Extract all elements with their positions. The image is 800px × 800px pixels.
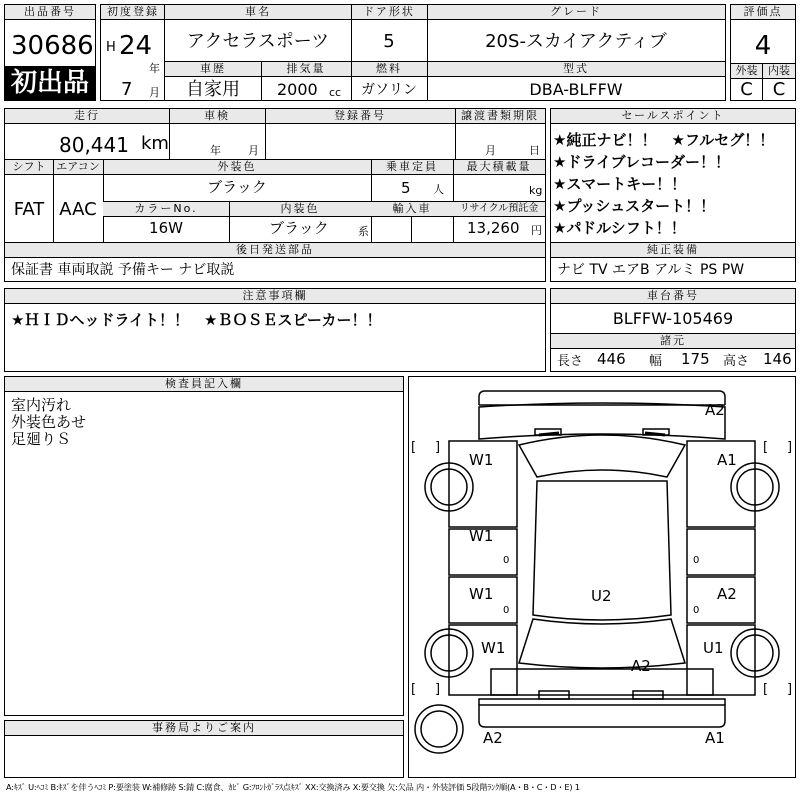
spare-wheel bbox=[415, 705, 463, 753]
sales-box bbox=[550, 108, 796, 282]
specs-label: 諸元 bbox=[551, 333, 795, 349]
damage-diagram bbox=[408, 376, 796, 778]
inspection-label: 車検 bbox=[169, 109, 265, 124]
transfer-label: 譲渡書類期限 bbox=[455, 109, 545, 124]
right-rear-fender bbox=[687, 625, 755, 695]
exterior-grade: C bbox=[740, 79, 753, 100]
reg-month: 7 bbox=[121, 79, 133, 100]
legend: A:ｷｽﾞ U:ﾍｺﾐ B:ｷｽﾞを伴うﾍｺﾐ P:要塗装 W:補修跡 S:錆 C:腐食、ｶﾋﾞ G:ﾌﾛﾝﾄｶﾞﾗｽ点ｷｽﾞ XX:交換済み X:要交換 欠:欠品 内・外装評価 5段階ﾗﾝｸ順(A・B・C・D・E) 1 bbox=[6, 782, 580, 792]
damage-mark: W1 bbox=[469, 451, 494, 469]
max-load-label: 最大積載量 bbox=[453, 160, 545, 175]
length-label: 長さ bbox=[557, 354, 584, 369]
bracket: [ bbox=[763, 440, 769, 455]
recycle-label: リサイクル預託金 bbox=[453, 202, 545, 217]
exterior-label: 外装 bbox=[731, 64, 762, 79]
hood bbox=[479, 403, 725, 439]
score: 4 bbox=[754, 31, 772, 61]
office-label: 事務局よりご案内 bbox=[5, 721, 403, 736]
damage-mark: W1 bbox=[481, 639, 506, 657]
sales-label: セールスポイント bbox=[551, 109, 795, 124]
windshield bbox=[519, 435, 685, 477]
zero-mark: 0 bbox=[693, 555, 700, 566]
displacement-label: 排気量 bbox=[261, 62, 351, 77]
era: H bbox=[106, 40, 116, 55]
damage-mark: A2 bbox=[483, 729, 503, 747]
bracket: ] bbox=[435, 440, 441, 455]
reg-no-label: 登録番号 bbox=[265, 109, 455, 124]
damage-mark: U2 bbox=[591, 587, 612, 605]
color-no: 16W bbox=[149, 219, 183, 237]
max-load-unit: kg bbox=[529, 184, 543, 197]
int-color-suffix: 系 bbox=[358, 225, 369, 238]
int-color: ブラック bbox=[269, 219, 329, 237]
ext-color-label: 外装色 bbox=[103, 160, 371, 175]
lot-number: 30686 bbox=[11, 31, 94, 61]
header-box bbox=[100, 4, 726, 101]
damage-mark: A2 bbox=[705, 401, 725, 419]
aircon: AAC bbox=[59, 199, 97, 220]
first-listing-badge: 初出品 bbox=[4, 66, 96, 101]
transfer-month-unit: 月 bbox=[485, 144, 496, 157]
history-label: 車歴 bbox=[165, 62, 261, 77]
mileage-unit: km bbox=[141, 133, 169, 154]
bracket: ] bbox=[787, 440, 793, 455]
grade-label: グレード bbox=[427, 5, 725, 20]
damage-mark: A1 bbox=[717, 451, 737, 469]
inspector-notes bbox=[11, 397, 86, 448]
damage-mark: A1 bbox=[705, 729, 725, 747]
car-name: アクセラスポーツ bbox=[186, 31, 330, 52]
displacement: 2000 bbox=[277, 80, 318, 99]
width-label: 幅 bbox=[649, 354, 663, 369]
height: 146 bbox=[763, 350, 792, 368]
sales-point: ★パドルシフト！！ bbox=[553, 219, 686, 237]
equipment: ナビ TV エアB アルミ PS PW bbox=[557, 262, 745, 278]
damage-mark: A2 bbox=[717, 585, 737, 603]
capacity-unit: 人 bbox=[433, 183, 444, 196]
rear-bumper bbox=[479, 705, 725, 727]
equip-label: 純正装備 bbox=[551, 243, 795, 258]
interior-label: 内装 bbox=[763, 64, 795, 79]
sales-point: ★スマートキー！！ bbox=[553, 175, 687, 193]
length: 446 bbox=[597, 350, 626, 368]
insp-month-unit: 月 bbox=[248, 144, 259, 157]
history: 自家用 bbox=[186, 79, 240, 100]
inspector-line: 外装色あせ bbox=[11, 413, 87, 431]
damage-mark: W1 bbox=[469, 527, 494, 545]
recycle: 13,260 bbox=[467, 219, 520, 237]
inspector-box bbox=[4, 376, 404, 716]
shift-label: シフト bbox=[5, 160, 53, 175]
details-box bbox=[4, 108, 546, 282]
lot-label: 出品番号 bbox=[5, 5, 95, 20]
first-reg-label: 初度登録 bbox=[101, 5, 165, 20]
door-label: ドア形状 bbox=[351, 5, 427, 20]
mileage-label: 走行 bbox=[5, 109, 169, 124]
zero-mark: 0 bbox=[503, 605, 510, 616]
inspector-label: 検査員記入欄 bbox=[5, 377, 403, 392]
month-unit: 月 bbox=[149, 86, 160, 99]
height-label: 高さ bbox=[723, 354, 750, 369]
chassis-label: 車台番号 bbox=[551, 289, 795, 304]
inspector-line: 室内汚れ bbox=[11, 396, 72, 414]
chassis-box bbox=[550, 288, 796, 372]
car-diagram-svg bbox=[409, 377, 795, 777]
notes-label: 注意事項欄 bbox=[5, 289, 545, 304]
later-parts-label: 後日発送部品 bbox=[5, 243, 545, 258]
zero-mark: 0 bbox=[693, 605, 700, 616]
score-box bbox=[730, 4, 796, 101]
recycle-unit: 円 bbox=[531, 224, 542, 237]
import-label: 輸入車 bbox=[371, 202, 453, 217]
sales-point: ★ドライブレコーダー！！ bbox=[553, 153, 730, 171]
notes-text: ★ＨＩＤヘッドライト！！ ★ＢＯＳＥスピーカー！！ bbox=[11, 311, 382, 329]
sales-point: ★プッシュスタート！！ bbox=[553, 197, 716, 215]
model: DBA-BLFFW bbox=[529, 80, 623, 99]
rear-window bbox=[519, 619, 685, 668]
damage-mark: U1 bbox=[703, 639, 724, 657]
aircon-label: エアコン bbox=[53, 160, 103, 175]
right-front-door bbox=[687, 529, 755, 575]
inspector-line: 足廻りＳ bbox=[11, 430, 72, 448]
later-parts: 保証書 車両取説 予備キー ナビ取説 bbox=[11, 262, 235, 278]
bracket: ] bbox=[435, 682, 441, 697]
bracket: [ bbox=[411, 682, 417, 697]
width: 175 bbox=[681, 350, 710, 368]
reg-year: 24 bbox=[119, 31, 153, 61]
model-label: 型式 bbox=[427, 62, 725, 77]
displacement-unit: cc bbox=[329, 86, 342, 99]
damage-mark: A2 bbox=[631, 657, 651, 675]
bracket: [ bbox=[411, 440, 417, 455]
year-unit: 年 bbox=[149, 62, 160, 75]
transfer-day-unit: 日 bbox=[529, 144, 540, 157]
insp-year-unit: 年 bbox=[210, 144, 221, 157]
shift: FAT bbox=[13, 199, 45, 220]
grade: 20S-スカイアクティブ bbox=[485, 31, 667, 52]
score-label: 評価点 bbox=[731, 5, 795, 20]
sales-point: ★純正ナビ！！ ★フルセグ！！ bbox=[553, 131, 775, 149]
damage-mark: W1 bbox=[469, 585, 494, 603]
ext-color: ブラック bbox=[207, 178, 267, 196]
zero-mark: 0 bbox=[503, 555, 510, 566]
chassis-number: BLFFW-105469 bbox=[612, 309, 734, 328]
capacity-label: 乗車定員 bbox=[371, 160, 453, 175]
interior-grade: C bbox=[772, 79, 786, 100]
doors: 5 bbox=[383, 31, 395, 52]
capacity: 5 bbox=[401, 179, 411, 197]
car-name-label: 車名 bbox=[165, 5, 351, 20]
trunk bbox=[491, 669, 713, 695]
fuel-label: 燃料 bbox=[351, 62, 427, 77]
int-color-label: 内装色 bbox=[229, 202, 371, 217]
bracket: [ bbox=[763, 682, 769, 697]
notes-box bbox=[4, 288, 546, 372]
sales-points bbox=[553, 129, 795, 239]
fuel: ガソリン bbox=[361, 82, 417, 98]
office-box bbox=[4, 720, 404, 778]
bracket: ] bbox=[787, 682, 793, 697]
mileage: 80,441 bbox=[59, 133, 129, 157]
left-rear-fender bbox=[449, 625, 517, 695]
color-no-label: カラーNo. bbox=[103, 202, 229, 217]
